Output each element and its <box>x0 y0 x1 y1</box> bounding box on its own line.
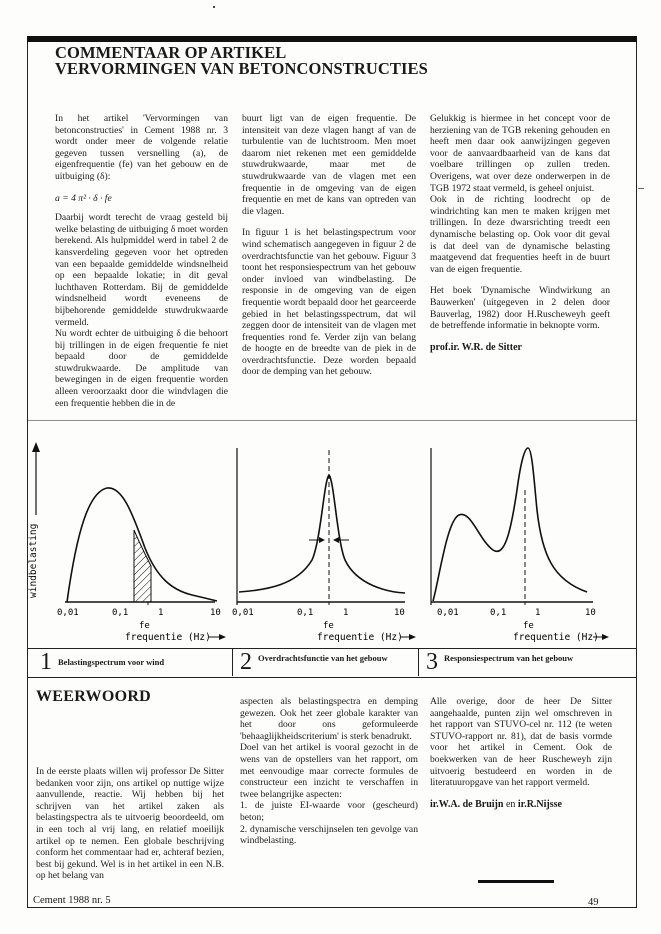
figure-svg <box>27 420 637 648</box>
article-title <box>55 45 428 77</box>
caption-1 <box>40 650 164 674</box>
fe-label: fe <box>139 621 150 631</box>
fe-label: fe <box>523 621 534 631</box>
figure-panel <box>27 420 637 676</box>
caption-3 <box>426 650 606 674</box>
caption-number: 1 <box>40 649 52 675</box>
transfer-curve <box>239 475 405 593</box>
article-column-1 <box>55 113 228 409</box>
width-arrowhead-left <box>319 537 325 543</box>
tick-label: 10 <box>585 608 596 618</box>
figure-2-overdrachtsfunctie <box>232 448 416 643</box>
title-line-2: VERVORMINGEN VAN BETONCONSTRUCTIES <box>55 59 428 78</box>
list-item: 2. dynamische verschijnselen ten gevolge van windbelasting. <box>240 823 418 847</box>
article-column-3 <box>430 113 610 363</box>
caption-2 <box>240 650 410 674</box>
paragraph: buurt ligt van de eigen frequentie. De intensiteit van deze vlagen hangt af van de turbulentie van de luchtstroom. Men moet daarom niet rekenen met een gemiddelde stuwdrukwaarde, maar met de stuwdrukwaarde van de vlagen met een frequentie in de omgeving van de eigen frequentie en met de kans van optreden van die vlagen. <box>242 113 416 217</box>
tick-label: 10 <box>210 608 221 618</box>
article-column-2 <box>242 113 416 378</box>
paragraph: In figuur 1 is het belastingspectrum voor wind schematisch aangegeven in figuur 2 de overdrachtsfunctie van het gebouw. Figuur 3 toont het responsiespectrum van het gebouw onder invloed van windbelasting. De responsie in de omgeving van de eigen frequentie wordt bepaald door het gearceerde gebied in het belastingsspectrum, dat wil zeggen door de intensiteit van de vlagen met frequenties rond fe. Verder zijn van belang de hoogte en de breedte van de piek in de overdrachtsfunctie. Deze worden bepaald door de demping van het gebouw. <box>242 227 416 378</box>
paragraph: Daarbij wordt terecht de vraag gesteld bij welke belasting de uitbuiging δ moet worden berekend. Als hulpmiddel werd in tabel 2 de kansverdeling gegeven voor het optreden van een bepaalde gemiddelde windsnelheid op een bepaalde lokatie; in dit geval luchthaven Rotterdam. Bij de gemiddelde windsnelheid wordt eveneens de bijbehorende gemiddelde stuwdrukwaarde vermeld. <box>55 212 228 328</box>
x-axis-label: frequentie (Hz) <box>513 632 599 643</box>
paragraph: Alle overige, door de heer De Sitter aangehaalde, punten zijn wel omschreven in het rapport van STUVO-cel nr. 112 (te weten STUVO-rapport nr. 81), dat de basis vormde voor het artikel in Cement. Ook de boekwerken van de heer Ruscheweyh zijn uitvoerig bestudeerd en worden in de literatuuropgave van het rapport vermeld. <box>430 696 612 789</box>
tick-label: 10 <box>394 608 405 618</box>
paragraph: Doel van het artikel is vooral gezocht in de wens van de opstellers van het rapport, om met eenvoudige maar correcte formules de constructeur een inzicht te verschaffen in twee belangrijke aspecten: <box>240 742 418 800</box>
paragraph: aspecten als belastingspectra en demping gewezen. Ook het zeer globale karakter van het door ons geformuleerde 'behaaglijkheidscriterium' is sterk benadrukt. <box>240 696 418 742</box>
header-rule <box>27 36 637 42</box>
paragraph: In de eerste plaats willen wij professor De Sitter bedanken voor zijn, ons artikel op nuttige wijze aanvullende, reactie. Wij hebben bij het schrijven van het artikel zaken als belastingspectra als te uitvoerig beoordeeld, om in een toch al vrij lang, en relatief moeilijk artikel op te nemen. Een globale beschrijving conform het commentaar had er, achteraf bezien, best bij gekund. Wel is in het artikel in een N.B. op het belang van <box>36 766 224 882</box>
caption-text: Responsiespectrum van het gebouw <box>444 653 574 663</box>
tick-label: 0,1 <box>297 608 314 618</box>
title-line-1: COMMENTAAR OP ARTIKEL <box>55 43 287 62</box>
list-item: 1. de juiste EI-waarde voor (gescheurd) beton; <box>240 800 418 823</box>
y-axis-label: windbelasting <box>28 523 39 598</box>
footer-journal: Cement 1988 nr. 5 <box>33 895 111 906</box>
signature-author: ir.W.A. de Bruijn <box>430 798 504 810</box>
figure-3-responsiespectrum <box>431 448 609 643</box>
x-axis-label: frequentie (Hz) <box>317 632 403 643</box>
reply-heading: WEERWOORD <box>36 688 152 705</box>
caption-number: 3 <box>426 649 438 675</box>
caption-divider <box>232 648 233 676</box>
x-arrow-head <box>219 634 226 640</box>
tick-label: 0,1 <box>112 608 129 618</box>
paragraph: Gelukkig is hiermee in het concept voor de herziening van de TGB rekening gehouden en heeft men daar ook aanwijzingen gegeven voor de aanvaardbaarheid van de kans dat voelbare trillingen op zullen treden. Overigens, wat over deze onderwerpen in de TGB 1972 staat vermeld, is geheel onjuist. <box>430 113 610 194</box>
formula: a = 4 π² · δ · fe <box>55 192 112 204</box>
x-arrow-head <box>602 634 609 640</box>
tick-label: 0,1 <box>490 608 507 618</box>
paragraph: Het boek 'Dynamische Windwirkung an Bauwerken' (uitgegeven in 2 delen door Bauverlag, 1982) door H.Ruscheweyh geeft de betreffende informatie in beknopte vorm. <box>430 285 610 332</box>
tick-label: 0,01 <box>437 608 459 618</box>
x-arrow-head <box>409 634 416 640</box>
reply-signature <box>430 799 612 811</box>
fe-label: fe <box>323 621 334 631</box>
reply-column-1 <box>36 766 224 882</box>
y-arrow-head <box>32 442 40 452</box>
signature-author: ir.R.Nijsse <box>517 798 562 810</box>
end-bar <box>478 880 554 883</box>
caption-text: Belastingspectrum voor wind <box>58 657 165 667</box>
scan-speck <box>213 6 215 8</box>
reply-column-3 <box>430 696 612 820</box>
margin-mark <box>638 188 644 189</box>
x-axis-label: frequentie (Hz) <box>125 632 211 643</box>
signature-and: en <box>505 798 516 810</box>
caption-text: Overdrachtsfunctie van het gebouw <box>258 653 388 663</box>
caption-divider <box>418 648 419 676</box>
paragraph: Nu wordt echter de uitbuiging δ die behoort bij trillingen in de eigen frequentie fe niet bepaald door de gemiddelde stuwdrukwaarde. De amplitude van bewegingen in de eigen frequentie worden alleen veroorzaakt door die windvlagen die een frequentie hebben die in de <box>55 328 228 409</box>
page-number: 49 <box>588 897 599 908</box>
tick-label: 1 <box>343 608 349 618</box>
tick-label: 1 <box>535 608 541 618</box>
signature: prof.ir. W.R. de Sitter <box>430 341 522 353</box>
tick-label: 1 <box>158 608 164 618</box>
tick-label: 0,01 <box>57 608 79 618</box>
caption-number: 2 <box>240 649 252 675</box>
width-arrowhead-right <box>333 537 339 543</box>
figure-1-belastingspectrum <box>28 442 226 643</box>
paragraph: In het artikel 'Vervormingen van betonconstructies' in Cement 1988 nr. 3 wordt onder meer de volgende relatie gegeven tussen versnelling (a), de eigenfrequentie (fe) van het gebouw en de uitbuiging (δ): <box>55 113 228 182</box>
response-curve <box>433 448 587 601</box>
paragraph: Ook in de richting loodrecht op de windrichting kan men te maken krijgen met trillingen. In deze dwarsrichting treedt een dynamische belasting op. Ook voor dit geval is dat deel van de dynamische belasting maatgevend dat frequenties heeft in de buurt van de eigen frequentie. <box>430 194 610 275</box>
reply-column-2 <box>240 696 418 847</box>
tick-label: 0,01 <box>232 608 254 618</box>
